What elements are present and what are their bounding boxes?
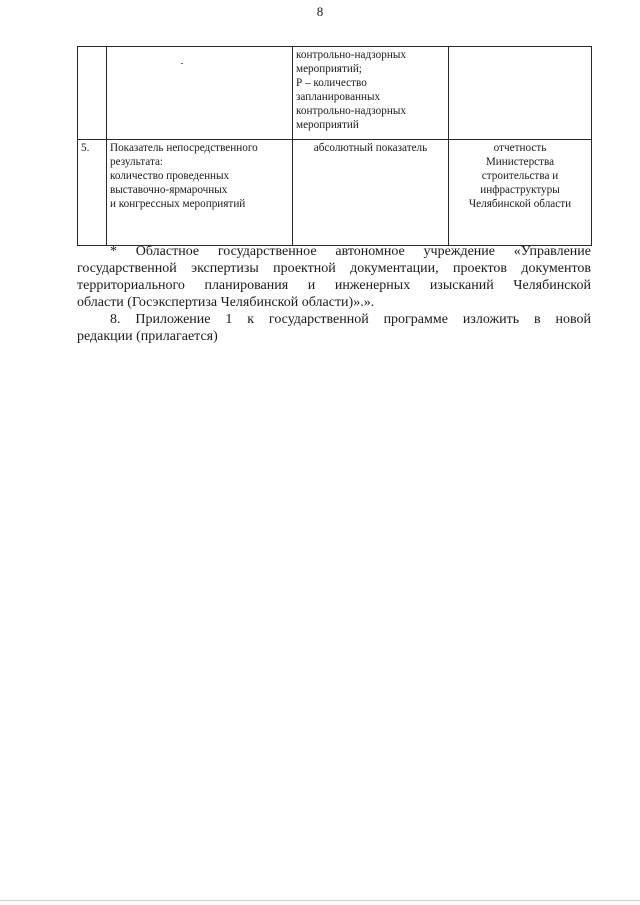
calc-line: мероприятий (296, 119, 359, 131)
table-row-5 (78, 140, 592, 246)
page-bottom-edge (0, 900, 640, 901)
name-line: количество проведенных (110, 170, 230, 182)
cell-data-source (449, 47, 592, 140)
item-8-line: редакции (прилагается) (77, 329, 218, 344)
source-line: Министерства (485, 156, 555, 168)
table-row-continued (78, 47, 592, 140)
cell-indicator-name (107, 47, 293, 140)
page-number: 8 (316, 4, 324, 19)
name-line: выставочно-ярмарочных (110, 184, 228, 196)
cell-number (78, 47, 107, 140)
cell-indicator-name (107, 140, 293, 246)
footnote-line: государственной экспертизы проектной документации, проектов документов (77, 261, 591, 276)
name-line: результата: (110, 156, 164, 168)
calc-line: контрольно-надзорных (296, 105, 406, 117)
footnote-paragraph (77, 243, 591, 311)
item-8-line: 8. Приложение 1 к государственной программе изложить в новой (110, 312, 591, 327)
footnote-line: области (Госэкспертиза Челябинской области)».». (77, 295, 375, 310)
calc-line: контрольно-надзорных (296, 49, 406, 61)
cell-number: 5. (78, 140, 107, 246)
item-8-paragraph (77, 311, 591, 345)
cell-calculation-method (293, 47, 449, 140)
footnote-line: территориального планирования и инженерных изысканий Челябинской (77, 278, 591, 293)
source-line: инфраструктуры (480, 184, 560, 196)
source-line: отчетность (493, 142, 547, 154)
indicators-table (77, 46, 592, 246)
source-line: Челябинской области (468, 198, 572, 210)
calc-line: Р – количество (296, 77, 367, 89)
cell-data-source (449, 140, 592, 246)
footnote-line: * Областное государственное автономное учреждение «Управление (110, 244, 591, 259)
calc-line: запланированных (296, 91, 381, 103)
calc-line: мероприятий; (296, 63, 362, 75)
name-line: и конгрессных мероприятий (110, 198, 246, 210)
name-line: Показатель непосредственного (110, 142, 258, 154)
source-line: строительства и (481, 170, 559, 182)
cell-calculation-method: абсолютный показатель (293, 140, 449, 246)
